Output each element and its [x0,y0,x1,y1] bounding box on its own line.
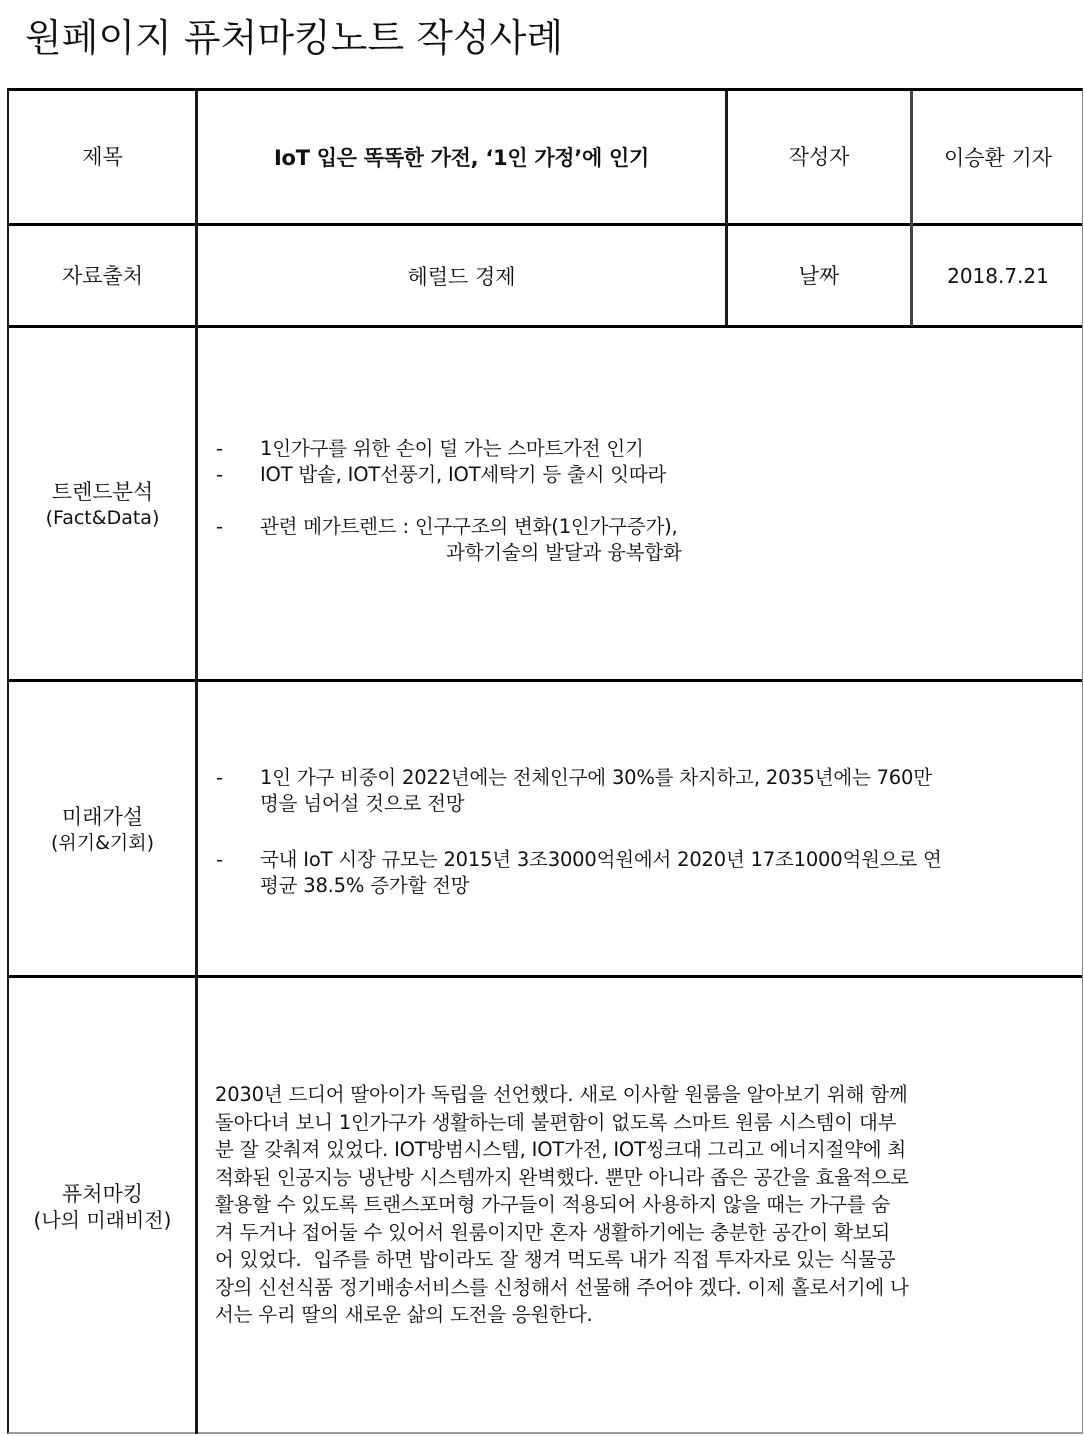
article-title: IoT 입은 똑똑한 가전, ‘1인 가정’에 인기 [274,146,649,170]
bullet-dash: - [216,463,223,486]
trend-bullet-text: IOT 밥솥, IOT선풍기, IOT세탁기 등 출시 잇따라 [260,463,667,486]
title-label: 제목 [82,145,123,169]
paragraph-line: 활용할 수 있도록 트랜스포머형 가구들이 적용되어 사용하지 않을 때는 가구를 숨 [215,1193,891,1216]
trend-label-cell [9,328,196,679]
hypothesis-bullet-line: 평균 38.5% 증가할 전망 [260,874,470,897]
futuremarking-paragraph [215,1081,1069,1329]
title-value-cell [198,91,725,223]
author-value: 이승환 기자 [943,146,1053,170]
date-label-cell [728,226,910,325]
trend-bullet-text: 1인가구를 위한 손이 덜 가는 스마트가전 인기 [260,437,644,460]
trend-bullet-text: 관련 메가트렌드 : 인구구조의 변화(1인가구증가), [260,515,678,538]
futuremarking-label-cell [9,978,196,1434]
future-marking-note-table [7,88,1083,1434]
paragraph-line: 어 있었다. 입주를 하면 밥이라도 잘 챙겨 먹도록 내가 직접 투자자로 있는 식물공 [215,1248,896,1271]
trend-content-cell [198,328,1083,679]
bullet-dash: - [216,437,223,460]
spacer [216,488,1063,514]
source-label: 자료출처 [61,263,144,288]
paragraph-line: 적화된 인공지능 냉난방 시스템까지 완벽했다. 뿐만 아니라 좁은 공간을 효율적으로 [215,1165,909,1189]
paragraph-line: 2030년 드디어 딸아이가 독립을 선언했다. 새로 이사할 원룸을 알아보기 위해 함께 [215,1083,908,1106]
hypothesis-bullet-list [216,765,1063,899]
hypothesis-bullet [216,847,1063,899]
paragraph-line: 겨 두거나 접어둘 수 있어서 원룸이지만 혼자 생활하기에는 충분한 공간이 확보되 [215,1220,891,1244]
hypothesis-bullet-line: 1인 가구 비중이 2022년에는 전체인구에 30%를 차지하고, 2035년에는 760만 [260,766,932,789]
source-value: 헤럴드 경제 [407,264,516,289]
paragraph-line: 분 잘 갖춰져 있었다. IOT방범시스템, IOT가전, IOT씽크대 그리고 에너지절약에 최 [215,1138,907,1161]
title-label-cell [9,91,196,223]
trend-bullet-continuation: 과학기술의 발달과 융복합화 [446,541,682,564]
bullet-dash: - [216,766,223,789]
hypothesis-bullet-line: 명을 넘어설 것으로 전망 [260,792,465,815]
futuremarking-sublabel: (나의 미래비전) [33,1208,172,1232]
hypothesis-label-cell [9,682,196,975]
source-label-cell [9,226,196,325]
trend-label: 트렌드분석 [51,479,154,504]
page-title: 원페이지 퓨처마킹노트 작성사례 [25,16,564,60]
futuremarking-content-cell [198,978,1083,1434]
spacer [216,817,1063,847]
paragraph-line: 서는 우리 딸의 새로운 삶의 도전을 응원한다. [215,1303,593,1326]
author-label: 작성자 [788,145,850,169]
hypothesis-sublabel: (위기&기회) [50,831,155,854]
author-value-cell [913,91,1083,223]
hypothesis-label: 미래가설 [61,804,144,829]
trend-bullet [216,462,1063,488]
bullet-dash: - [216,515,223,538]
paragraph-line: 장의 신선식품 정기배송서비스를 신청해서 선물해 주어야 겠다. 이제 홀로서기에 나 [215,1275,909,1299]
hypothesis-bullet [216,765,1063,817]
trend-bullet-list [216,436,1063,566]
trend-sublabel: (Fact&Data) [45,506,160,529]
date-label: 날짜 [798,263,840,288]
date-value: 2018.7.21 [947,263,1049,288]
paragraph-line: 돌아다녀 보니 1인가구가 생활하는데 불편함이 없도록 스마트 원룸 시스템이 대부 [215,1110,897,1134]
futuremarking-label: 퓨처마킹 [61,1182,144,1206]
date-value-cell [913,226,1083,325]
hypothesis-bullet-line: 국내 IoT 시장 규모는 2015년 3조3000억원에서 2020년 17조1000억원으로 연 [260,848,942,871]
bullet-dash: - [216,848,223,871]
trend-bullet [216,514,1063,566]
author-label-cell [728,91,910,223]
source-value-cell [198,226,725,325]
hypothesis-content-cell [198,682,1083,975]
trend-bullet [216,436,1063,462]
